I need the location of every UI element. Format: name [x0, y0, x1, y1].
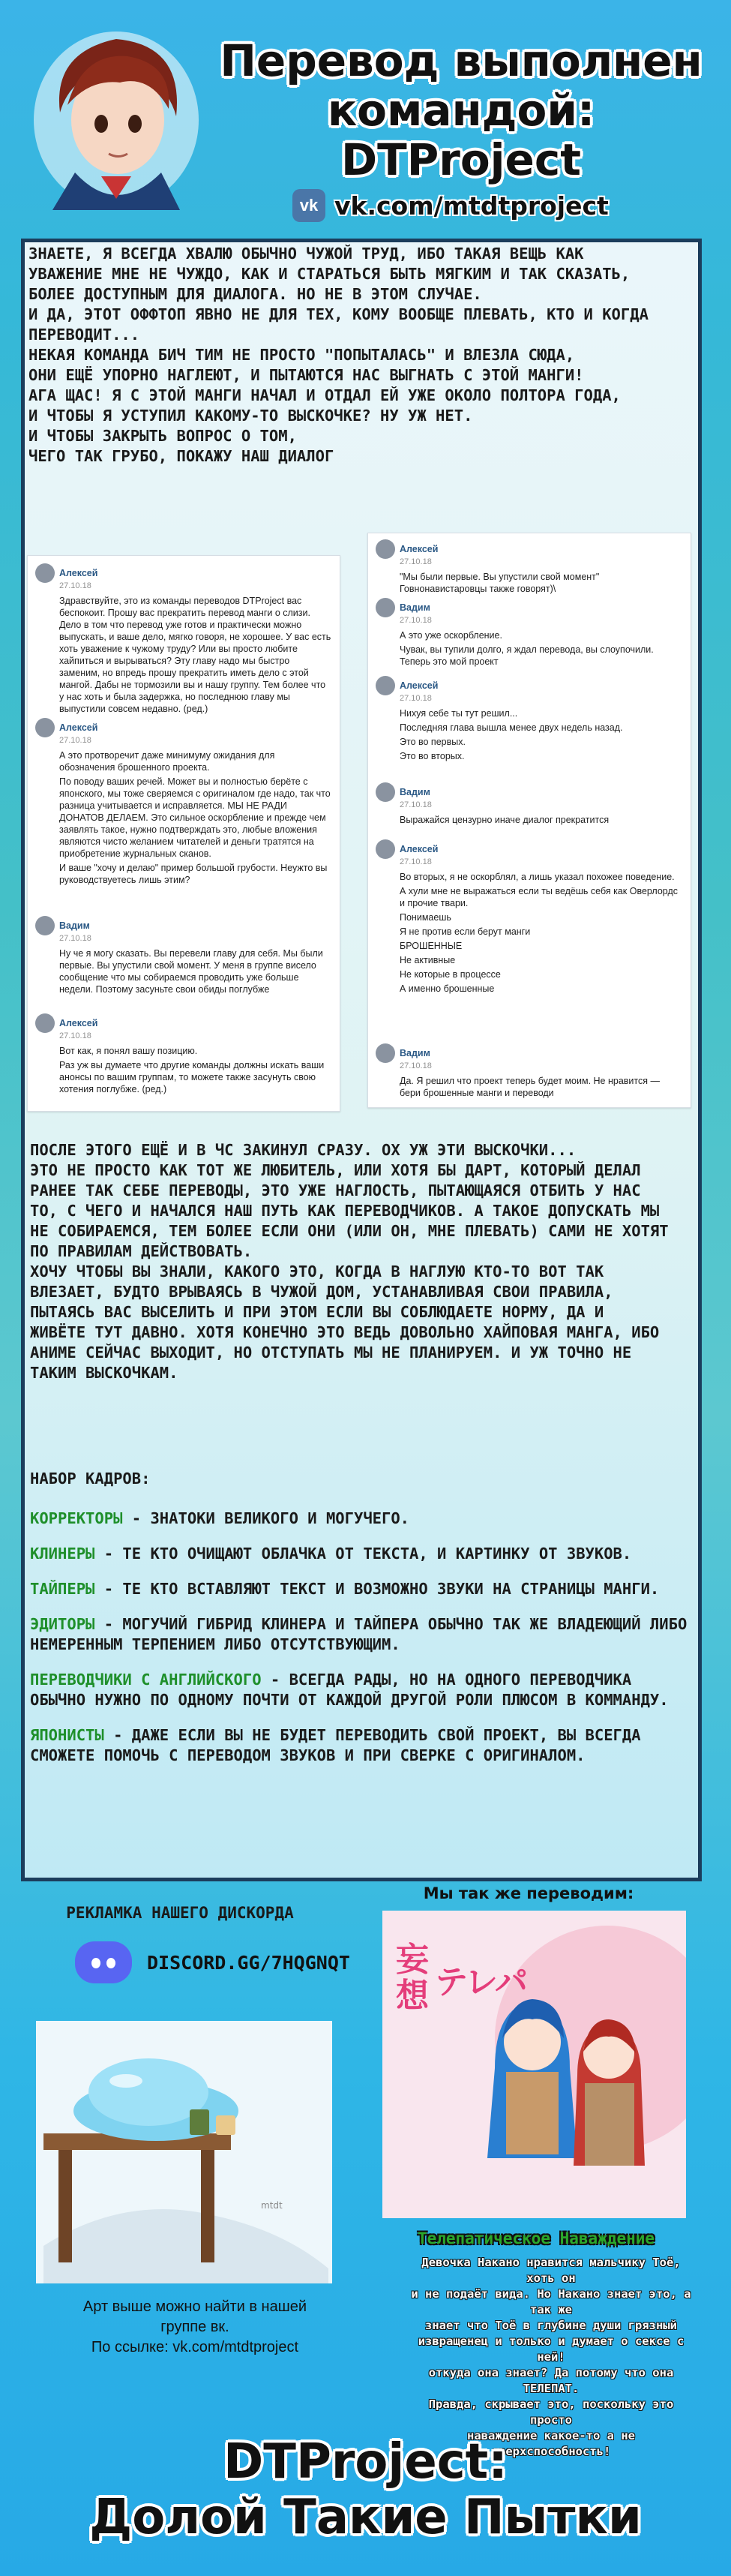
role-description: - ЗНАТОКИ ВЕЛИКОГО И МОГУЧЕГО. — [122, 1509, 410, 1527]
body-line: ЖИВЁТЕ ТУТ ДАВНО. ХОТЯ КОНЕЧНО ЭТО ВЕДЬ ДОВОЛЬНО ХАЙПОВАЯ МАНГА, ИБО — [30, 1323, 660, 1341]
body-line: ЭТО НЕ ПРОСТО КАК ТОТ ЖЕ ЛЮБИТЕЛЬ, ИЛИ ХОТЯ БЫ ДАРТ, КОТОРЫЙ ДЕЛАЛ — [30, 1161, 641, 1179]
header — [0, 0, 731, 225]
message-line: А это протворечит даже минимуму ожидания для обозначения брошенного проекта. — [59, 750, 275, 773]
message-line: Не активные — [400, 955, 456, 965]
intro-line: И ЧТОБЫ ЗАКРЫТЬ ВОПРОС О ТОМ, — [28, 427, 297, 445]
intro-line: УВАЖЕНИЕ МНЕ НЕ ЧУЖДО, КАК И СТАРАТЬСЯ БЫТЬ МЯГКИМ И ТАК СКАЗАТЬ, — [28, 265, 631, 283]
avatar — [376, 1043, 395, 1063]
role-name: ЯПОНИСТЫ — [30, 1726, 104, 1744]
svg-text:パ: パ — [495, 1963, 528, 2001]
manga-title: Телепатическое Наваждение — [417, 2229, 655, 2247]
chat-message — [376, 598, 683, 670]
manga-description-line: знает что Тоё в глубине души грязный — [425, 2319, 677, 2332]
role-description: - ТЕ КТО ВСТАВЛЯЮТ ТЕКСТ И ВОЗМОЖНО ЗВУКИ НА СТРАНИЦЫ МАНГИ. — [94, 1580, 660, 1598]
message-line: Вот как, я понял вашу позицию. — [59, 1046, 198, 1056]
sender-name[interactable]: Алексей — [400, 844, 439, 854]
art-caption-line: Арт выше можно найти в нашей группе вк. — [82, 2298, 307, 2335]
manga-description-line: наваждение какое-то а не сверхспособность! — [467, 2429, 635, 2458]
role-name: ТАЙПЕРЫ — [30, 1580, 95, 1598]
sender-name[interactable]: Вадим — [59, 920, 90, 931]
message-date: 27.10.18 — [400, 857, 432, 866]
chat-message — [35, 718, 332, 888]
discord-ad[interactable] — [75, 1941, 350, 1983]
intro-line: ЧЕГО ТАК ГРУБО, ПОКАЖУ НАШ ДИАЛОГ — [28, 447, 334, 465]
message-date: 27.10.18 — [400, 800, 432, 809]
intro-line: И ДА, ЭТОТ ОФФТОП ЯВНО НЕ ДЛЯ ТЕХ, КОМУ ВООБЩЕ ПЛЕВАТЬ, КТО И КОГДА — [28, 305, 649, 323]
body-line: РАНЕЕ ТАК СЕБЕ ПЕРЕВОДЫ, ЭТО УЖЕ НАГЛОСТЬ, ПЫТАЮЩАЯСЯ ОТБИТЬ У НАС — [30, 1181, 641, 1199]
chat-message — [376, 1043, 683, 1101]
chat-message — [35, 1013, 332, 1097]
message-line: Не которые в процессе — [400, 969, 501, 980]
footer-line: DTProject: — [223, 2434, 508, 2490]
body-line: ХОЧУ ЧТОБЫ ВЫ ЗНАЛИ, КАКОГО ЭТО, КОГДА В НАГЛУЮ КТО-ТО ВОТ ТАК — [30, 1262, 604, 1280]
message-line: "Мы были первые. Вы упустили свой момент" Говнонавистаровцы также говорят)\ — [400, 572, 600, 594]
message-date: 27.10.18 — [59, 581, 91, 590]
intro-line: ОНИ ЕЩЁ УПОРНО НАГЛЕЮТ, И ПЫТАЮТСЯ НАС ВЫГНАТЬ С ЭТОЙ МАНГИ! — [28, 366, 584, 384]
svg-text:レ: レ — [465, 1963, 498, 2001]
role-name: ПЕРЕВОДЧИКИ С АНГЛИЙСКОГО — [30, 1671, 262, 1689]
sender-name[interactable]: Вадим — [400, 787, 430, 797]
header-title-line: DTProject — [341, 134, 581, 185]
recruitment-section — [30, 1469, 690, 1781]
sender-name[interactable]: Алексей — [59, 568, 98, 578]
also-translating-title: Мы так же переводим: — [423, 1884, 634, 1902]
recruitment-role — [30, 1544, 690, 1564]
chat-message — [376, 782, 683, 828]
avatar — [35, 1013, 55, 1033]
avatar — [35, 718, 55, 737]
header-title-line: Перевод выполнен — [220, 35, 703, 86]
recruitment-heading: НАБОР КАДРОВ: — [30, 1470, 151, 1488]
chat-screenshot-right — [367, 533, 691, 1108]
body-line: ТО, С ЧЕГО И НАЧАЛСЯ НАШ ПУТЬ КАК ПЕРЕВОДЧИКОВ. А ТАКОЕ ДОПУСКАТЬ МЫ — [30, 1202, 660, 1220]
message-line: Это во первых. — [400, 737, 466, 747]
manga-description — [405, 2255, 697, 2460]
body-line: ПЫТАЯСЬ ВАС ВЫСЕЛИТЬ И ПРИ ЭТОМ ЕСЛИ ВЫ СОБЛЮДАЕТЕ НОРМУ, ДА И — [30, 1303, 604, 1321]
manga-cover-illustration — [382, 1911, 686, 2218]
message-line: А именно брошенные — [400, 983, 495, 994]
svg-text:mtdt: mtdt — [261, 2200, 283, 2211]
chat-message — [376, 676, 683, 764]
avatar — [376, 539, 395, 559]
body-line: ВЛЕЗАЕТ, БУДТО ВРЫВАЯСЬ В ЧУЖОЙ ДОМ, УСТАНАВЛИВАЯ СВОИ ПРАВИЛА, — [30, 1283, 613, 1301]
art-caption — [60, 2297, 330, 2358]
message-line: Понимаешь — [400, 912, 451, 923]
role-description: - МОГУЧИЙ ГИБРИД КЛИНЕРА И ТАЙПЕРА ОБЫЧНО ТАК ЖЕ ВЛАДЕЮЩИЙ ЛИБО НЕМЕРЕННЫМ ТЕРПЕНИЕМ ЛИБО ОТСУТСТВУЮЩИМ. — [30, 1615, 688, 1653]
intro-line: АГА ЩАС! Я С ЭТОЙ МАНГИ НАЧАЛ И ОТДАЛ ЕЙ УЖЕ ОКОЛО ПОЛТОРА ГОДА, — [28, 386, 621, 404]
body-line: ТАКИМ ВЫСКОЧКАМ. — [30, 1364, 178, 1382]
chat-message — [35, 916, 332, 998]
message-line: А это уже оскорбление. — [400, 630, 502, 641]
body-text — [30, 1140, 690, 1383]
footer-line: Долой Такие Пытки — [89, 2490, 642, 2545]
manga-description-line: Правда, скрывает это, поскольку это просто — [428, 2397, 674, 2427]
message-line: Это во вторых. — [400, 751, 465, 761]
message-line: Чувак, вы тупили долго, я ждал перевода, вы слоупочили. Теперь это мой проект — [400, 644, 654, 667]
intro-line: ЗНАЕТЕ, Я ВСЕГДА ХВАЛЮ ОБЫЧНО ЧУЖОЙ ТРУД, ИБО ТАКАЯ ВЕЩЬ КАК — [28, 245, 584, 263]
message-date: 27.10.18 — [400, 1061, 432, 1070]
avatar — [376, 782, 395, 802]
message-line: Раз уж вы думаете что другие команды должны искать ваши анонсы по вашим группам, то можете также засунуть свою хотения поглубже. (ред.) — [59, 1060, 325, 1094]
recruitment-role — [30, 1509, 690, 1529]
message-date: 27.10.18 — [59, 736, 91, 745]
discord-ad-title: РЕКЛАМКА НАШЕГО ДИСКОРДА — [66, 1904, 294, 1922]
intro-text — [28, 244, 688, 467]
message-date: 27.10.18 — [59, 1031, 91, 1040]
manga-description-line: извращенец и только и думает о сексе с ней! — [418, 2334, 685, 2364]
body-line: АНИМЕ СЕЙЧАС ВЫХОДИТ, НО ОТСТУПАТЬ МЫ НЕ ПЛАНИРУЕМ. И УЖ ТОЧНО НЕ — [30, 1344, 632, 1362]
message-line: А хули мне не выражаться если ты ведёшь себя как Оверлордс и прочие твари. — [400, 886, 679, 908]
avatar — [376, 598, 395, 617]
chat-message — [35, 563, 332, 717]
body-line: НЕ СОБИРАЕМСЯ, ТЕМ БОЛЕЕ ЕСЛИ ОНИ (ИЛИ ОН, МНЕ ПЛЕВАТЬ) САМИ НЕ ХОТЯТ — [30, 1222, 669, 1240]
message-date: 27.10.18 — [59, 934, 91, 943]
message-line: Выражайся цензурно иначе диалог прекратится — [400, 815, 610, 825]
chat-message — [376, 539, 683, 597]
recruitment-role — [30, 1614, 690, 1655]
message-line: Во вторых, я не оскорблял, а лишь указал похожее поведение. — [400, 872, 675, 882]
sender-name[interactable]: Вадим — [400, 602, 430, 613]
slime-art-illustration — [36, 2021, 332, 2283]
manga-description-line: Девочка Накано нравится мальчику Тоё, хоть он — [421, 2256, 681, 2285]
message-line: Я не против если берут манги — [400, 926, 531, 937]
sender-name[interactable]: Алексей — [400, 680, 439, 691]
intro-line: БОЛЕЕ ДОСТУПНЫМ ДЛЯ ДИАЛОГА. НО НЕ В ЭТОМ СЛУЧАЕ. — [28, 285, 482, 303]
vk-link-text[interactable]: vk.com/mtdtproject — [334, 191, 609, 221]
svg-text:妄: 妄 — [396, 1941, 429, 1979]
role-name: КЛИНЕРЫ — [30, 1545, 95, 1563]
message-date: 27.10.18 — [400, 694, 432, 703]
chat-screenshot-left — [27, 555, 340, 1112]
recruitment-role — [30, 1725, 690, 1766]
manga-description-line: откуда она знает? Да потому что она ТЕЛЕПАТ. — [428, 2366, 674, 2395]
avatar — [35, 563, 55, 583]
message-date: 27.10.18 — [400, 616, 432, 625]
message-line: Да. Я решил что проект теперь будет моим. Не нравится — бери брошенные манги и переводи — [400, 1076, 660, 1098]
sender-name[interactable]: Алексей — [59, 1018, 98, 1028]
vk-link[interactable] — [292, 189, 609, 222]
message-line: Последняя глава вышла менее двух недель назад. — [400, 722, 623, 733]
avatar — [376, 676, 395, 695]
role-description: - ВСЕГДА РАДЫ, НО НА ОДНОГО ПЕРЕВОДЧИКА ОБЫЧНО НУЖНО ПО ОДНОМУ ПОЧТИ ОТ КАЖДОЙ ДРУГОЙ РОЛИ ПЛЮСОМ В КОММАНДУ. — [30, 1671, 669, 1709]
body-line: ПОСЛЕ ЭТОГО ЕЩЁ И В ЧС ЗАКИНУЛ СРАЗУ. ОХ УЖ ЭТИ ВЫСКОЧКИ... — [30, 1141, 577, 1159]
recruitment-role — [30, 1670, 690, 1710]
vk-icon: vk — [292, 189, 325, 222]
avatar — [376, 839, 395, 859]
svg-text:想: 想 — [396, 1977, 429, 2015]
intro-line: НЕКАЯ КОМАНДА БИЧ ТИМ НЕ ПРОСТО "ПОПЫТАЛАСЬ" И ВЛЕЗЛА СЮДА, — [28, 346, 575, 364]
svg-text:テ: テ — [435, 1963, 468, 2001]
role-name: КОРРЕКТОРЫ — [30, 1509, 123, 1527]
anime-avatar-illustration — [30, 23, 202, 210]
footer-title — [0, 2434, 731, 2545]
sender-name[interactable]: Алексей — [59, 722, 98, 733]
recruitment-role — [30, 1579, 690, 1599]
manga-description-line: и не подаёт вида. Но Накано знает это, а так же — [411, 2287, 691, 2316]
role-description: - ДАЖЕ ЕСЛИ ВЫ НЕ БУДЕТ ПЕРЕВОДИТЬ СВОЙ ПРОЕКТ, ВЫ ВСЕГДА СМОЖЕТЕ ПОМОЧЬ С ПЕРЕВОДОМ ЗВУКОВ И ПРИ СВЕРКЕ С ОРИГИНАЛОМ. — [30, 1726, 641, 1764]
body-line: ПО ПРАВИЛАМ ДЕЙСТВОВАТЬ. — [30, 1242, 253, 1260]
intro-line: И ЧТОБЫ Я УСТУПИЛ КАКОМУ-ТО ВЫСКОЧКЕ? НУ УЖ НЕТ. — [28, 407, 473, 425]
message-line: Ну че я могу сказать. Вы перевели главу для себя. Мы были первые. Вы упустили свой момент. У меня в группе висело сообщение что мы собираемся проводить уже больше недели. Поэтому засуньте свои обиды поглубже — [59, 948, 323, 995]
message-line: Нихуя себе ты тут решил... — [400, 708, 518, 719]
message-line: По поводу ваших речей. Может вы и полностью берёте с японского, мы тоже сверяемся с оригиналом где надо, так что разница учитывается и исправляется. МЫ НЕ РАДИ ДОНАТОВ ДЕЛАЕМ. Это сильное оскорбление и прежде чем заявлять такое, нужно подтверждать это, любые вложения являются чисто желанием читателей и деньги тратятся на приобретение журнальных сканов. — [59, 776, 331, 859]
sender-name[interactable]: Вадим — [400, 1048, 430, 1058]
message-line: БРОШЕННЫЕ — [400, 941, 463, 951]
header-title — [202, 36, 720, 185]
intro-line: ПЕРЕВОДИТ... — [28, 326, 140, 344]
message-line: И ваше "хочу и делаю" пример большой грубости. Неужто вы руководствуетесь лишь этим? — [59, 863, 328, 885]
chat-message — [376, 839, 683, 997]
discord-icon — [75, 1941, 132, 1983]
discord-link[interactable]: DISCORD.GG/7HQGNQT — [147, 1951, 350, 1974]
message-date: 27.10.18 — [400, 557, 432, 566]
avatar — [35, 916, 55, 935]
header-title-line: командой: — [327, 85, 595, 136]
art-caption-line[interactable]: По ссылке: vk.com/mtdtproject — [91, 2339, 299, 2355]
role-description: - ТЕ КТО ОЧИЩАЮТ ОБЛАЧКА ОТ ТЕКСТА, И КАРТИНКУ ОТ ЗВУКОВ. — [94, 1545, 632, 1563]
sender-name[interactable]: Алексей — [400, 544, 439, 554]
role-name: ЭДИТОРЫ — [30, 1615, 95, 1633]
message-line: Здравствуйте, это из команды переводов DTProject вас беспокоит. Прошу вас прекратить перевод манги о слизи. Дело в том что перевод уже готов и практически можно выпускать, и ваше дело, мягко говоря, не хорошее. У вас есть хоть уважение к чужому труду? Или вы просто любите хайпиться и вырываться? Эту главу надо мы быстро заменим, но впредь прошу прекратить иметь дело с этой мангой. Дабы не тормозили вы и нашу группу. Тем более что у нас хоть и была задержка, но последнюю главу мы выпустили совсем недавно. (ред.) — [59, 596, 331, 714]
